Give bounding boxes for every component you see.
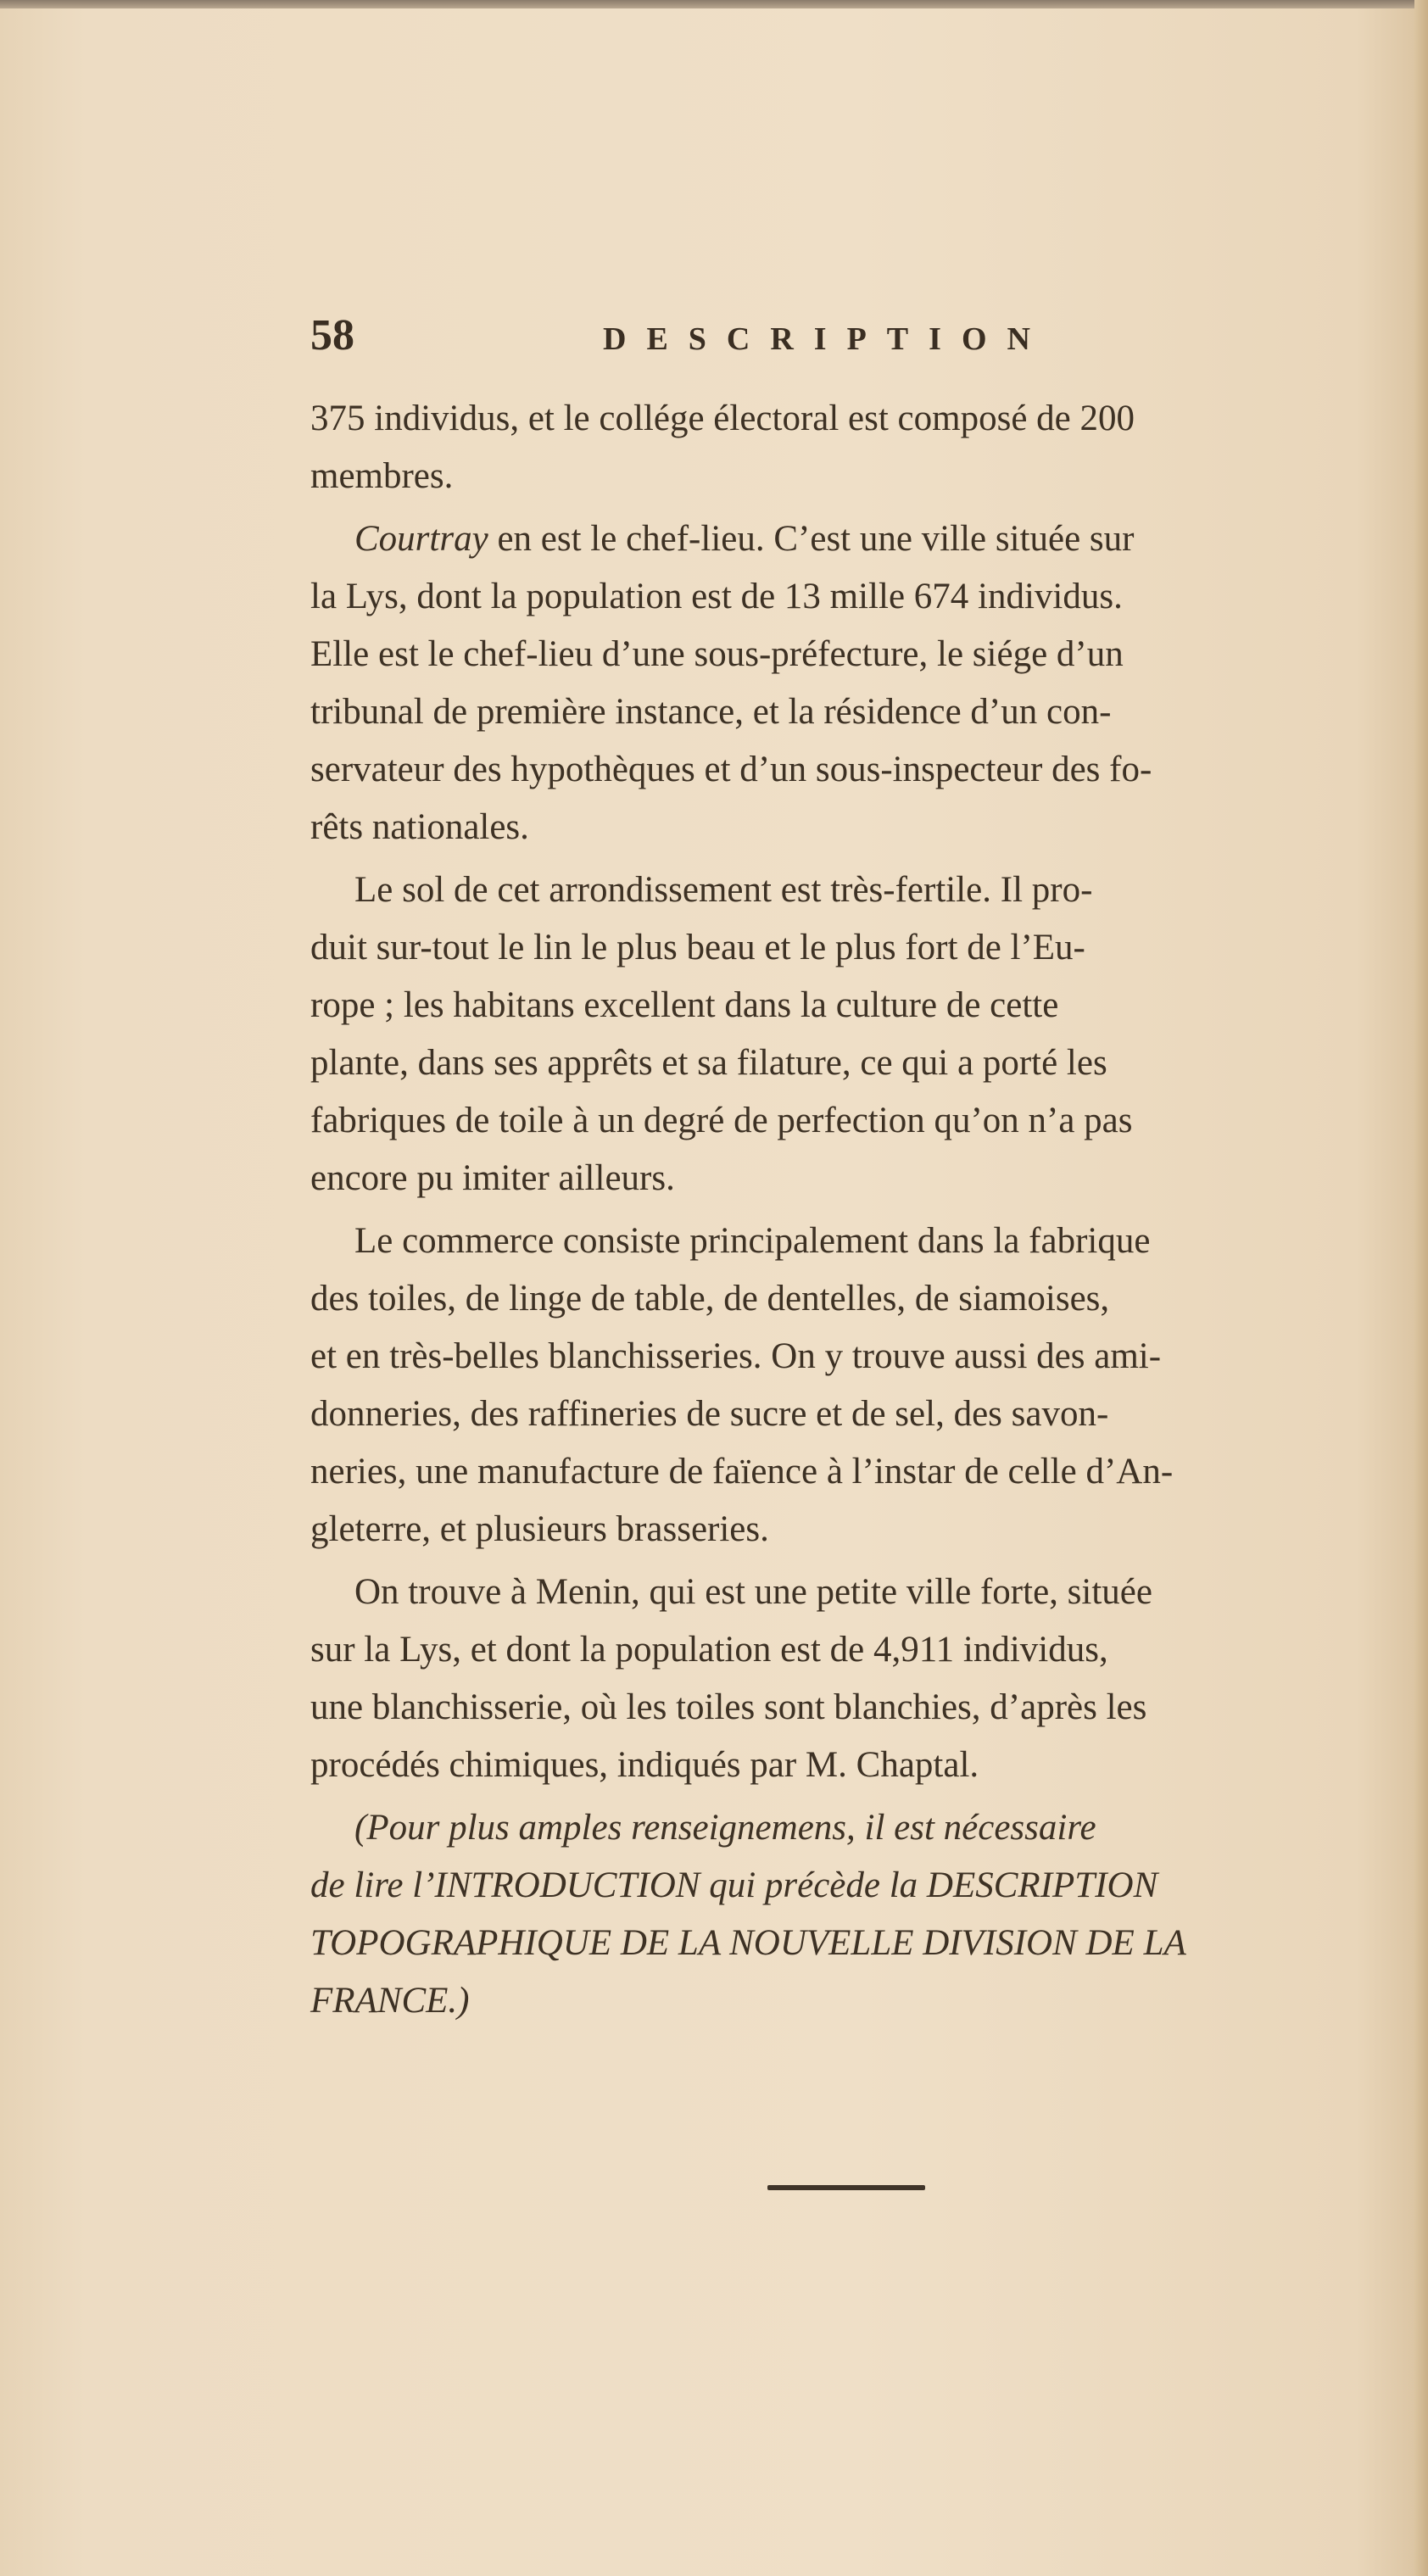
paragraph bbox=[310, 1213, 1413, 1558]
text-line: rêts nationales. bbox=[310, 807, 529, 847]
text-line: gleterre, et plusieurs brasseries. bbox=[310, 1509, 769, 1549]
page-header bbox=[310, 310, 1158, 370]
page-number: 58 bbox=[310, 311, 354, 360]
text-line: des toiles, de linge de table, de dentelles, de siamoises, bbox=[310, 1279, 1110, 1319]
text-line: servateur des hypothèques et d’un sous-inspecteur des fo- bbox=[310, 750, 1152, 789]
text-line: Le commerce consiste principalement dans la fabrique bbox=[354, 1221, 1151, 1261]
paragraph bbox=[310, 510, 1413, 856]
page-right-edge bbox=[1414, 0, 1428, 2576]
text-line: 375 individus, et le collége électoral est composé de 200 bbox=[310, 399, 1135, 438]
note-line: de lire l’INTRODUCTION qui précède la DESCRIPTION bbox=[310, 1865, 1158, 1905]
top-edge-shadow bbox=[0, 0, 1428, 8]
text-line: plante, dans ses apprêts et sa filature, ce qui a porté les bbox=[310, 1043, 1107, 1083]
place-name-courtray: Courtray bbox=[354, 519, 488, 559]
text-line: rope ; les habitans excellent dans la culture de cette bbox=[310, 985, 1059, 1025]
running-title: DESCRIPTION bbox=[603, 321, 1051, 357]
paragraph bbox=[310, 1564, 1413, 1794]
text-line: Elle est le chef-lieu d’une sous-préfecture, le siége d’un bbox=[310, 634, 1124, 674]
text-line: duit sur-tout le lin le plus beau et le plus fort de l’Eu- bbox=[310, 928, 1085, 967]
note-line: FRANCE.) bbox=[310, 1981, 470, 2021]
note-line: TOPOGRAPHIQUE DE LA NOUVELLE DIVISION DE LA bbox=[310, 1923, 1186, 1963]
text-line: et en très-belles blanchisseries. On y trouve aussi des ami- bbox=[310, 1336, 1162, 1376]
body-text bbox=[310, 390, 1413, 2030]
end-separator-rule bbox=[767, 2185, 925, 2190]
text-line: tribunal de première instance, et la résidence d’un con- bbox=[310, 692, 1112, 732]
text-line: On trouve à Menin, qui est une petite ville forte, située bbox=[354, 1572, 1152, 1612]
text-line: Le sol de cet arrondissement est très-fertile. Il pro- bbox=[354, 870, 1093, 910]
text-line: encore pu imiter ailleurs. bbox=[310, 1158, 675, 1198]
text-line: la Lys, dont la population est de 13 mille 674 individus. bbox=[310, 577, 1123, 616]
text-line: neries, une manufacture de faïence à l’instar de celle d’An- bbox=[310, 1452, 1174, 1492]
paragraph bbox=[310, 861, 1413, 1207]
text-line: donneries, des raffineries de sucre et de sel, des savon- bbox=[310, 1394, 1109, 1434]
note-paragraph bbox=[310, 1799, 1413, 2030]
paragraph bbox=[310, 390, 1413, 505]
text-line: une blanchisserie, où les toiles sont blanchies, d’après les bbox=[310, 1687, 1147, 1727]
text-line: procédés chimiques, indiqués par M. Chaptal. bbox=[310, 1745, 979, 1785]
text-line: fabriques de toile à un degré de perfection qu’on n’a pas bbox=[310, 1101, 1133, 1140]
text-line: membres. bbox=[310, 456, 454, 496]
text-line: Courtray en est le chef-lieu. C’est une ville située sur bbox=[354, 519, 1135, 559]
note-line: (Pour plus amples renseignemens, il est nécessaire bbox=[354, 1808, 1096, 1848]
text-line: sur la Lys, et dont la population est de 4,911 individus, bbox=[310, 1630, 1108, 1670]
